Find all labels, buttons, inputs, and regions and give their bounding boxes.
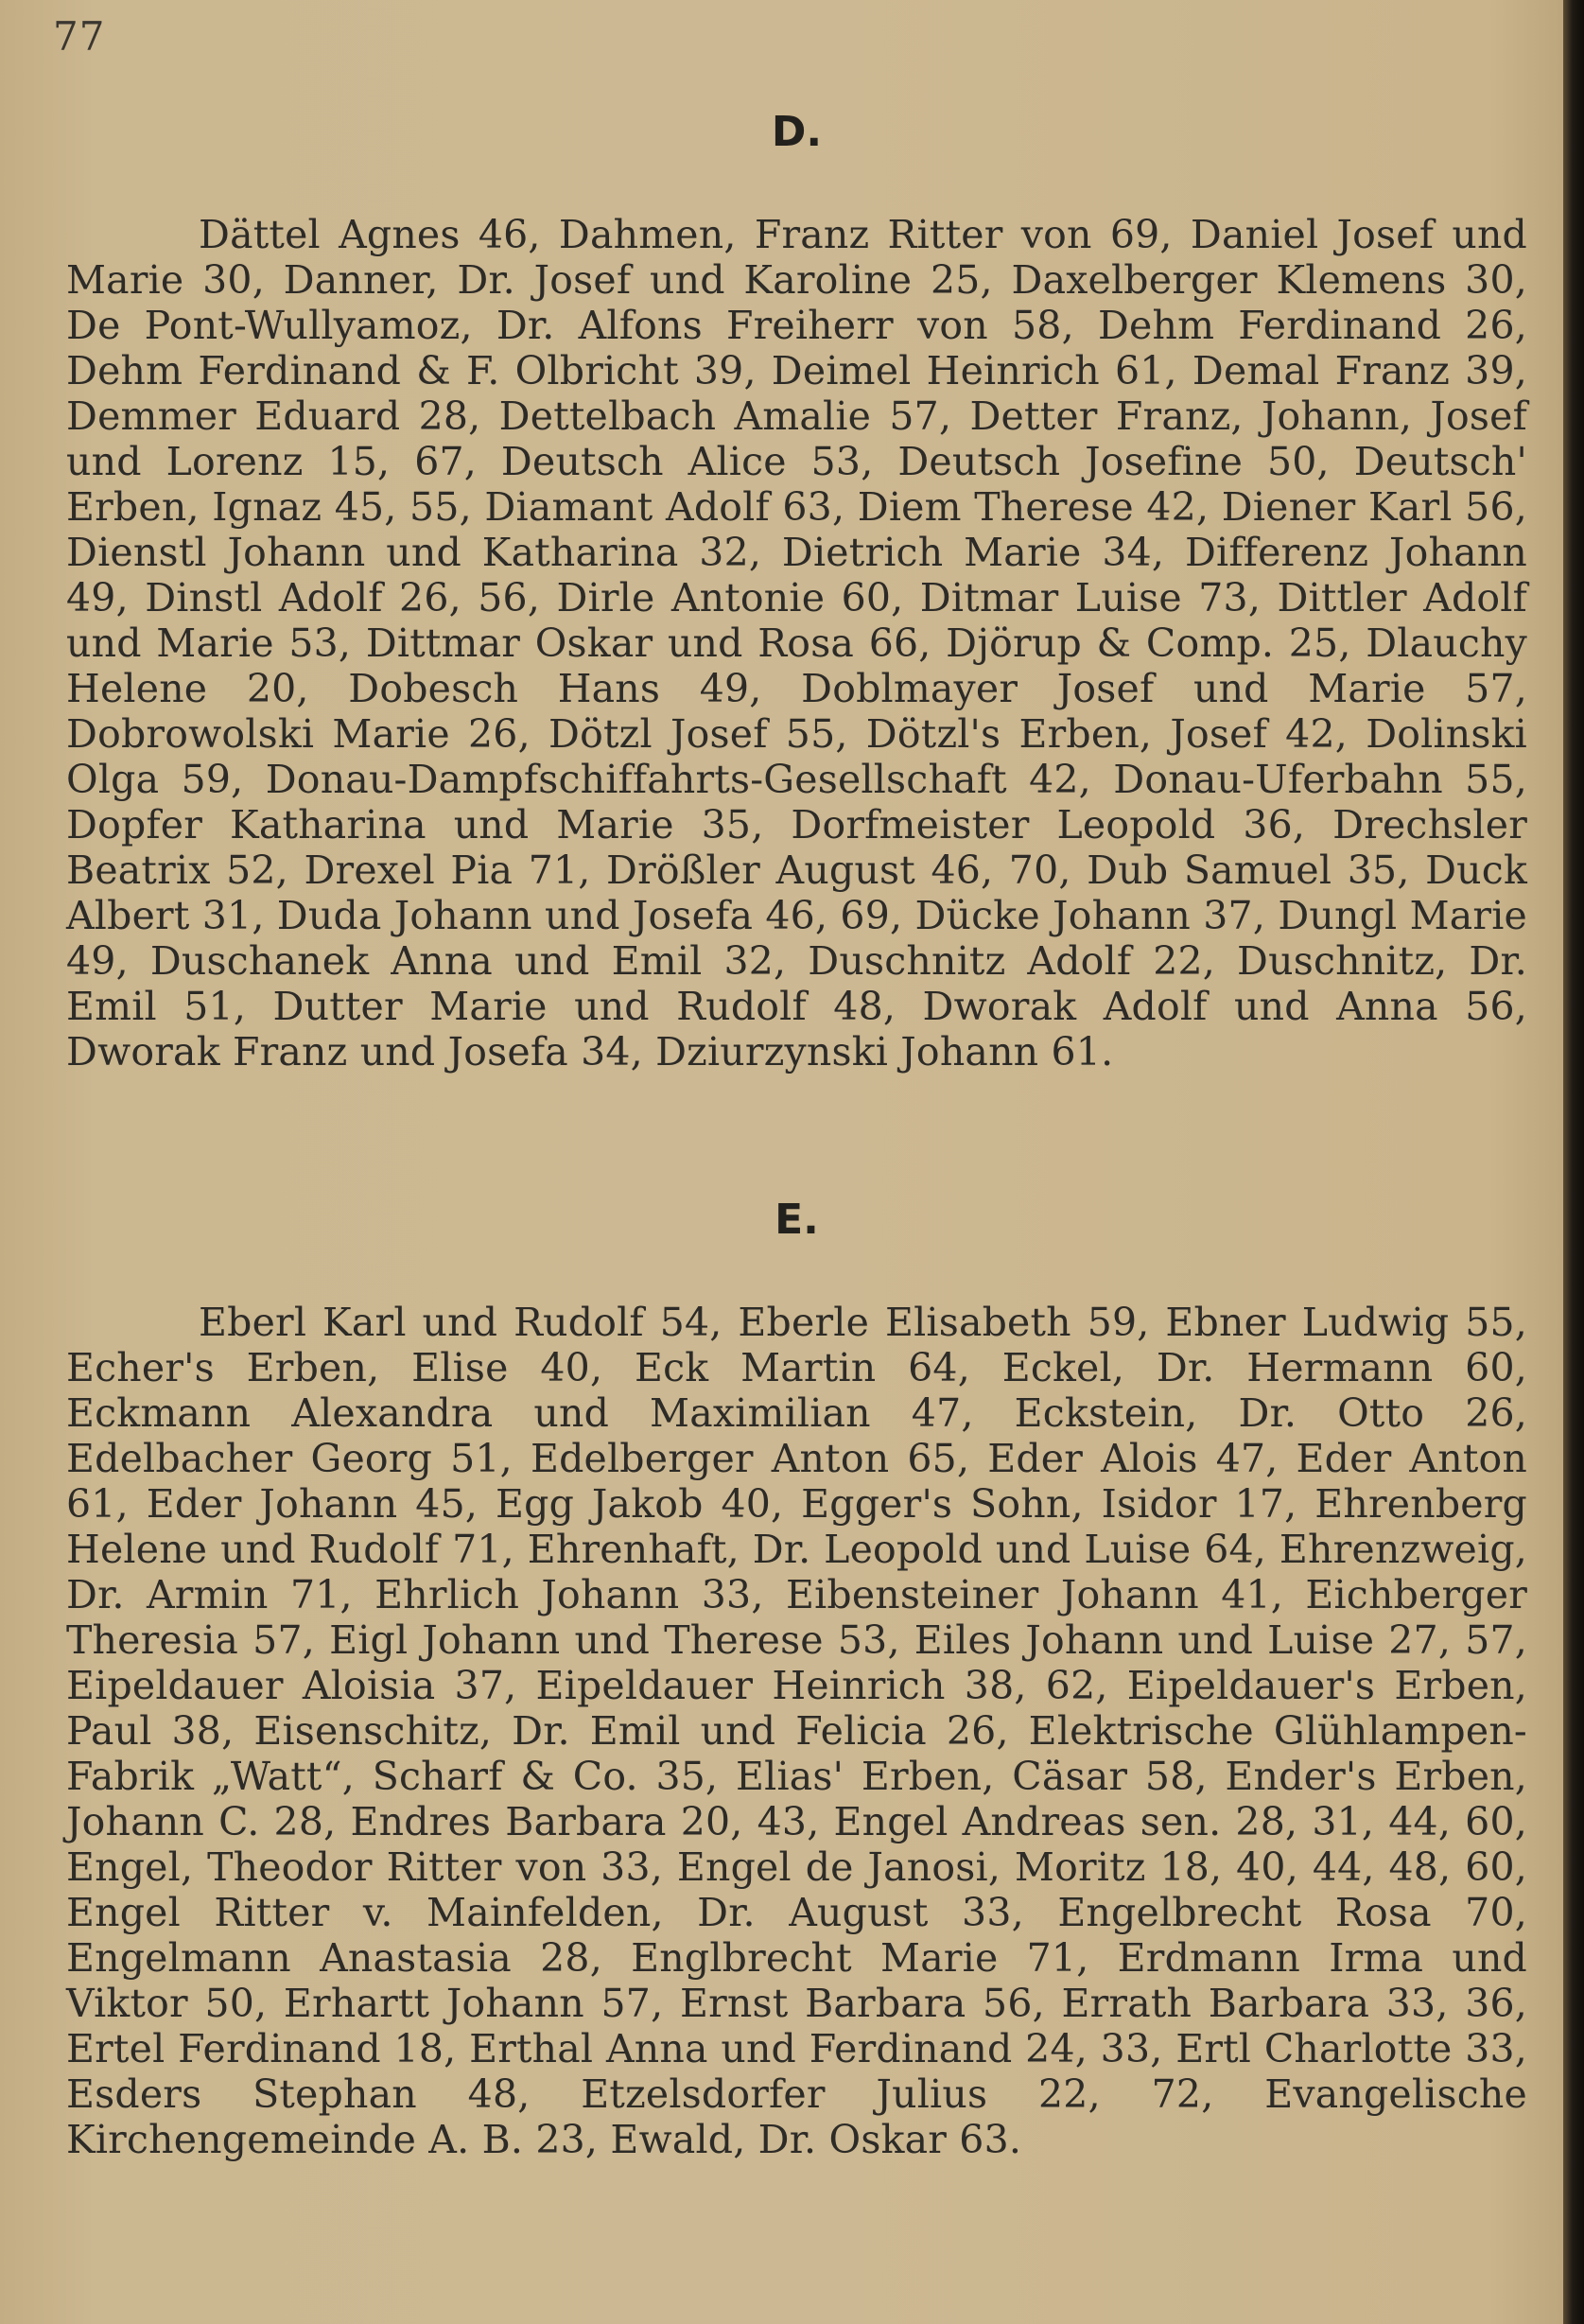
- section-d: [66, 108, 1527, 1075]
- section-heading-e: E.: [775, 1196, 819, 1244]
- index-entries-e: Eberl Karl und Rudolf 54, Eberle Elisabeth 59, Ebner Ludwig 55, Echer's Erben, Elise 40, Eck Martin 64, Eckel, Dr. Hermann 60, Eckmann Alexandra und Maximilian 47, Eckstein, Dr. Otto 26, Edelbacher Georg 51, Edelberger Anton 65, Eder Alois 47, Eder Anton 61, Eder Johann 45, Egg Jakob 40, Egger's Sohn, Isidor 17, Ehrenberg Helene und Rudolf 71, Ehrenhaft, Dr. Leopold und Luise 64, Ehrenzweig, Dr. Armin 71, Ehrlich Johann 33, Eibensteiner Johann 41, Eichberger Theresia 57, Eigl Johann und Therese 53, Eiles Johann und Luise 27, 57, Eipeldauer Aloisia 37, Eipeldauer Heinrich 38, 62, Eipeldauer's Erben, Paul 38, Eisenschitz, Dr. Emil und Felicia 26, Elektrische Glühlampen-Fabrik „Watt“, Scharf & Co. 35, Elias' Erben, Cäsar 58, Ender's Erben, Johann C. 28, Endres Barbara 20, 43, Engel Andreas sen. 28, 31, 44, 60, Engel, Theodor Ritter von 33, Engel de Janosi, Moritz 18, 40, 44, 48, 60, Engel Ritter v. Mainfelden, Dr. August 33, Engelbrecht Rosa 70, Engelmann Anastasia 28, Englbrecht Marie 71, Erdmann Irma und Viktor 50, Erhartt Johann 57, Ernst Barbara 56, Errath Barbara 33, 36, Ertel Ferdinand 18, Erthal Anna und Ferdinand 24, 33, Ertl Charlotte 33, Esders Stephan 48, Etzelsdorfer Julius 22, 72, Evangelische Kirchengemeinde A. B. 23, Ewald, Dr. Oskar 63.: [66, 1300, 1527, 2162]
- section-e: [66, 1196, 1527, 2162]
- page-edge-shadow: [1563, 0, 1584, 2324]
- page-number: 77: [53, 13, 106, 60]
- section-heading-d: D.: [771, 108, 823, 156]
- index-entries-d: Dättel Agnes 46, Dahmen, Franz Ritter von 69, Daniel Josef und Marie 30, Danner, Dr. Josef und Karoline 25, Daxelberger Klemens 30, De Pont-Wullyamoz, Dr. Alfons Freiherr von 58, Dehm Ferdinand 26, Dehm Ferdinand & F. Olbricht 39, Deimel Heinrich 61, Demal Franz 39, Demmer Eduard 28, Dettelbach Amalie 57, Detter Franz, Johann, Josef und Lorenz 15, 67, Deutsch Alice 53, Deutsch Josefine 50, Deutsch' Erben, Ignaz 45, 55, Diamant Adolf 63, Diem Therese 42, Diener Karl 56, Dienstl Johann und Katharina 32, Dietrich Marie 34, Differenz Johann 49, Dinstl Adolf 26, 56, Dirle Antonie 60, Ditmar Luise 73, Dittler Adolf und Marie 53, Dittmar Oskar und Rosa 66, Djörup & Comp. 25, Dlauchy Helene 20, Dobesch Hans 49, Doblmayer Josef und Marie 57, Dobrowolski Marie 26, Dötzl Josef 55, Dötzl's Erben, Josef 42, Dolinski Olga 59, Donau-Dampfschiffahrts-Gesellschaft 42, Donau-Uferbahn 55, Dopfer Katharina und Marie 35, Dorfmeister Leopold 36, Drechsler Beatrix 52, Drexel Pia 71, Drößler August 46, 70, Dub Samuel 35, Duck Albert 31, Duda Johann und Josefa 46, 69, Dücke Johann 37, Dungl Marie 49, Duschanek Anna und Emil 32, Duschnitz Adolf 22, Duschnitz, Dr. Emil 51, Dutter Marie und Rudolf 48, Dworak Adolf und Anna 56, Dworak Franz und Josefa 34, Dziurzynski Johann 61.: [66, 212, 1527, 1075]
